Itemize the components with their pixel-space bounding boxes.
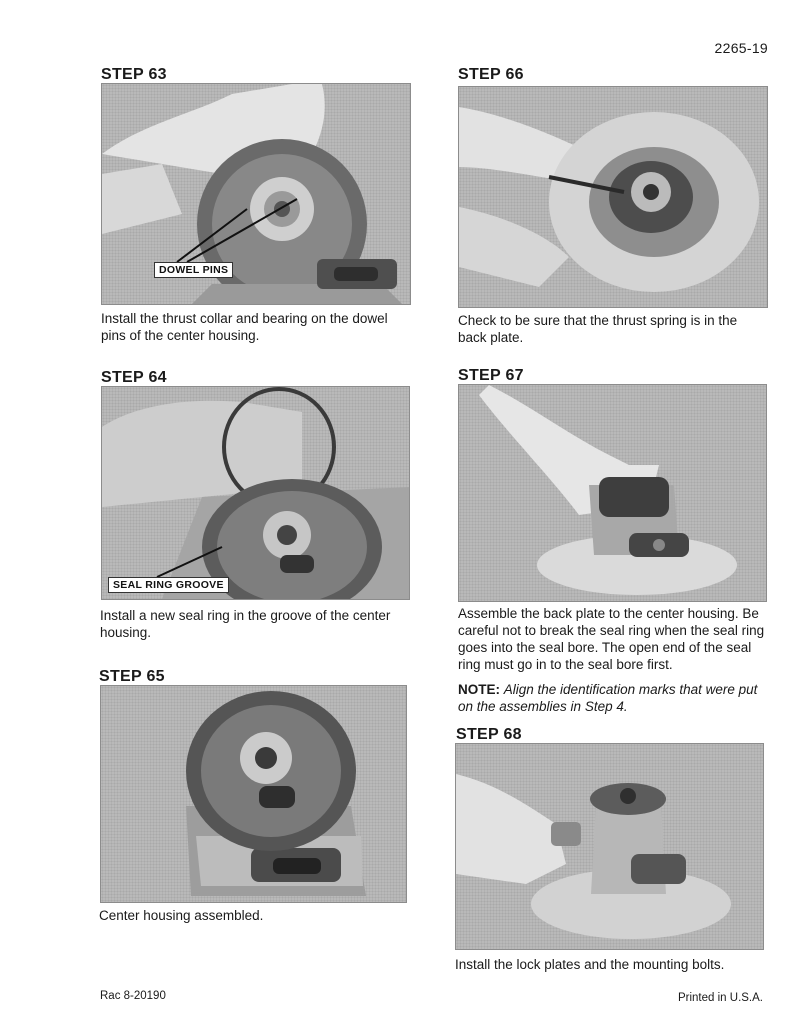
page-number: 2265-19 xyxy=(714,40,768,56)
back-plate-assembly-illustration xyxy=(459,385,766,601)
step-68-caption: Install the lock plates and the mounting bolts. xyxy=(455,957,725,972)
step-67-caption: Assemble the back plate to the center housing. Be careful not to break the seal ring when the seal ring goes into the seal bore. The open end of the seal ring must go in to the seal bore first. xyxy=(458,606,765,672)
step-68-photo xyxy=(455,743,764,950)
seal-ring-illustration xyxy=(102,387,409,599)
step-68-title: STEP 68 xyxy=(456,726,522,743)
step-64-photo xyxy=(101,386,410,600)
step-63-title: STEP 63 xyxy=(101,66,167,83)
step-63-photo xyxy=(101,83,411,305)
back-plate-illustration xyxy=(459,87,767,307)
footer-right: Printed in U.S.A. xyxy=(677,992,763,1004)
note-label: NOTE: xyxy=(458,682,500,697)
step-65-title: STEP 65 xyxy=(99,668,165,685)
seal-ring-groove-callout: SEAL RING GROOVE xyxy=(108,577,229,593)
thrust-collar-illustration xyxy=(102,84,410,304)
step-66-title: STEP 66 xyxy=(458,66,524,83)
step-67-photo xyxy=(458,384,767,602)
step-64-title: STEP 64 xyxy=(101,369,167,386)
step-63-caption: Install the thrust collar and bearing on the dowel pins of the center housing. xyxy=(101,311,388,343)
step-65-photo xyxy=(100,685,407,903)
center-housing-illustration xyxy=(101,686,406,902)
note-text: Align the identification marks that were put on the assemblies in Step 4. xyxy=(458,682,758,714)
step-65-caption: Center housing assembled. xyxy=(99,908,264,923)
note xyxy=(458,681,768,715)
step-67-title: STEP 67 xyxy=(458,367,524,384)
step-66-photo xyxy=(458,86,768,308)
dowel-pins-callout: DOWEL PINS xyxy=(154,262,233,278)
footer-left: Rac 8-20190 xyxy=(100,990,166,1002)
step-66-caption: Check to be sure that the thrust spring is in the back plate. xyxy=(458,313,738,345)
step-64-caption: Install a new seal ring in the groove of the center housing. xyxy=(100,608,391,640)
lock-plates-illustration xyxy=(456,744,763,949)
